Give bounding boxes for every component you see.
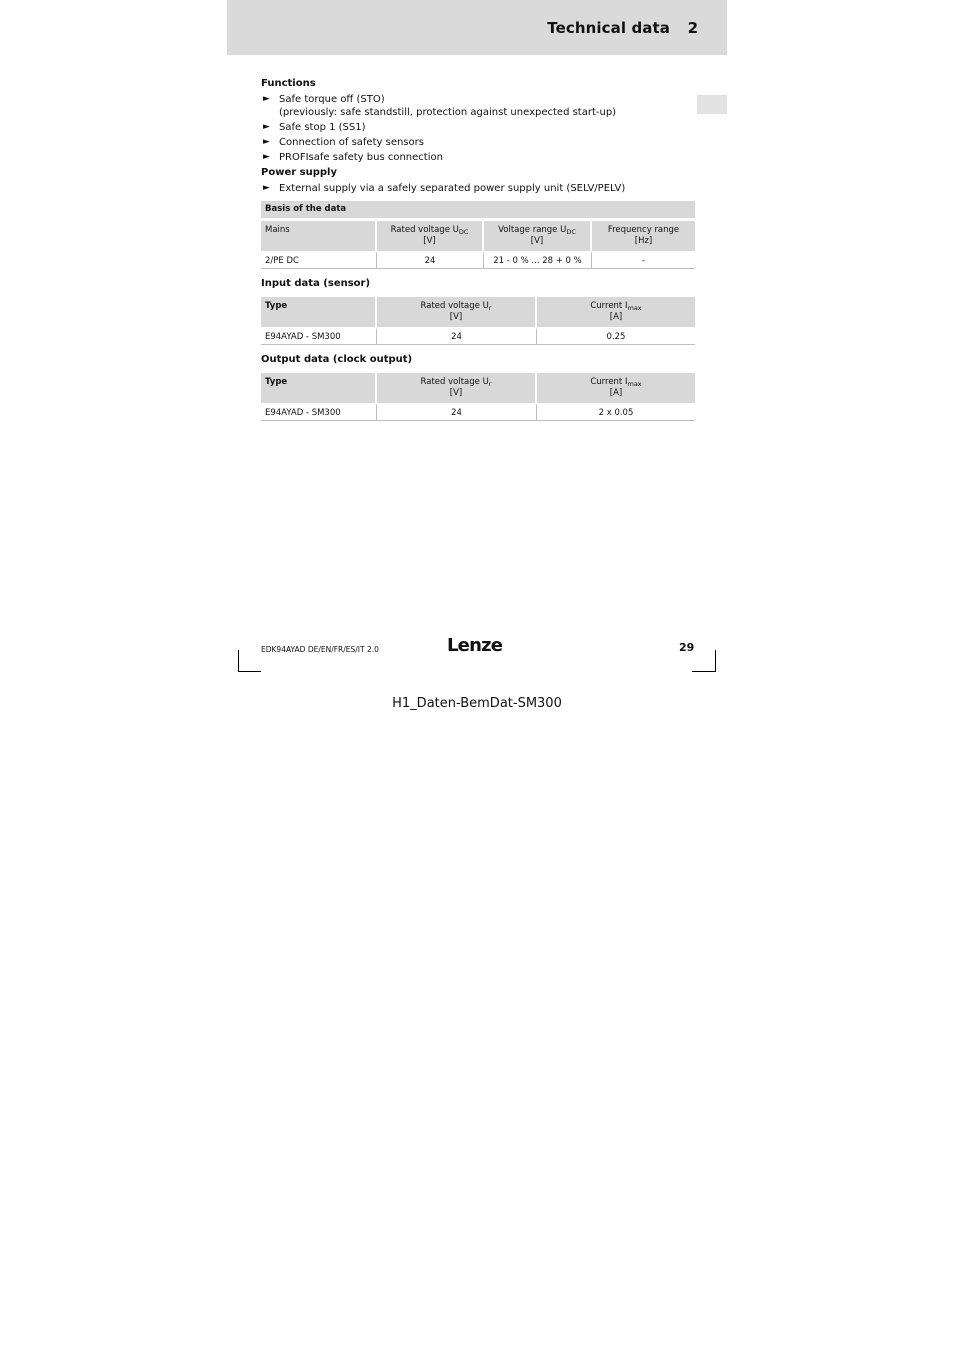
list-item xyxy=(261,93,695,119)
list-item-text: Safe torque off (STO) xyxy=(279,94,385,105)
table-header-row xyxy=(261,373,695,403)
column-header: Type xyxy=(261,297,377,327)
lenze-logo: Lenze xyxy=(447,635,503,656)
table-header-row xyxy=(261,221,695,251)
arrow-bullet-icon: ► xyxy=(263,122,270,132)
functions-list xyxy=(261,93,695,164)
table-cell: 2 x 0.05 xyxy=(537,403,695,421)
table-cell: E94AYAD - SM300 xyxy=(261,403,377,421)
table-cell: 0.25 xyxy=(537,327,695,345)
column-header: Rated voltage $U_r$ [V] xyxy=(377,373,537,403)
table-cell: 24 xyxy=(377,403,537,421)
page-title: Technical data xyxy=(547,19,670,37)
basis-data-table xyxy=(261,201,695,269)
power-supply-heading: Power supply xyxy=(261,167,337,178)
power-supply-list xyxy=(261,182,695,195)
column-header: Current $I_{max}$ [A] xyxy=(537,373,695,403)
document-id: EDK94AYAD DE/EN/FR/ES/IT 2.0 xyxy=(261,645,379,654)
column-header: Type xyxy=(261,373,377,403)
table-cell: 2/PE DC xyxy=(261,251,377,269)
chapter-number: 2 xyxy=(687,19,698,37)
input-data-table xyxy=(261,297,695,345)
column-header: Frequency range [Hz] xyxy=(592,221,695,251)
list-item xyxy=(261,121,695,134)
list-item-text: Connection of safety sensors xyxy=(279,137,424,148)
functions-heading: Functions xyxy=(261,78,316,89)
header-band xyxy=(227,0,727,55)
file-label: H1_Daten-BemDat-SM300 xyxy=(392,696,562,711)
crop-mark-left-horizontal xyxy=(238,671,261,672)
table-header-row xyxy=(261,297,695,327)
chapter-tab-marker xyxy=(697,95,727,114)
arrow-bullet-icon: ► xyxy=(263,152,270,162)
arrow-bullet-icon: ► xyxy=(263,137,270,147)
list-item-text: External supply via a safely separated power supply unit (SELV/PELV) xyxy=(279,183,626,194)
table-cell: E94AYAD - SM300 xyxy=(261,327,377,345)
column-header: Current $I_{max}$ [A] xyxy=(537,297,695,327)
column-header: Mains xyxy=(261,221,377,251)
main-content xyxy=(261,77,695,421)
list-item xyxy=(261,182,695,195)
table-cell: 21 - 0 % ... 28 + 0 % xyxy=(484,251,592,269)
arrow-bullet-icon: ► xyxy=(263,183,270,193)
table-caption: Basis of the data xyxy=(261,201,695,221)
table-row xyxy=(261,403,695,421)
column-header: Voltage range $U_{DC}$ [V] xyxy=(484,221,592,251)
arrow-bullet-icon: ► xyxy=(263,94,270,104)
list-item xyxy=(261,136,695,149)
crop-mark-right-horizontal xyxy=(692,671,715,672)
input-data-heading: Input data (sensor) xyxy=(261,278,371,289)
output-data-heading: Output data (clock output) xyxy=(261,354,413,365)
list-item-text: Safe stop 1 (SS1) xyxy=(279,122,366,133)
table-cell: 24 xyxy=(377,327,537,345)
crop-mark-left-vertical xyxy=(238,650,239,672)
list-item-subtext: (previously: safe standstill, protection against unexpected start-up) xyxy=(279,107,617,118)
list-item xyxy=(261,151,695,164)
table-cell: 24 xyxy=(377,251,484,269)
column-header: Rated voltage $U_r$ [V] xyxy=(377,297,537,327)
output-data-table xyxy=(261,373,695,421)
table-cell: - xyxy=(592,251,695,269)
table-caption-row xyxy=(261,201,695,221)
page-number: 29 xyxy=(679,641,695,654)
table-row xyxy=(261,327,695,345)
table-row xyxy=(261,251,695,269)
crop-mark-right-vertical xyxy=(715,650,716,672)
column-header: Rated voltage $U_{DC}$ [V] xyxy=(377,221,484,251)
list-item-text: PROFIsafe safety bus connection xyxy=(279,152,443,163)
